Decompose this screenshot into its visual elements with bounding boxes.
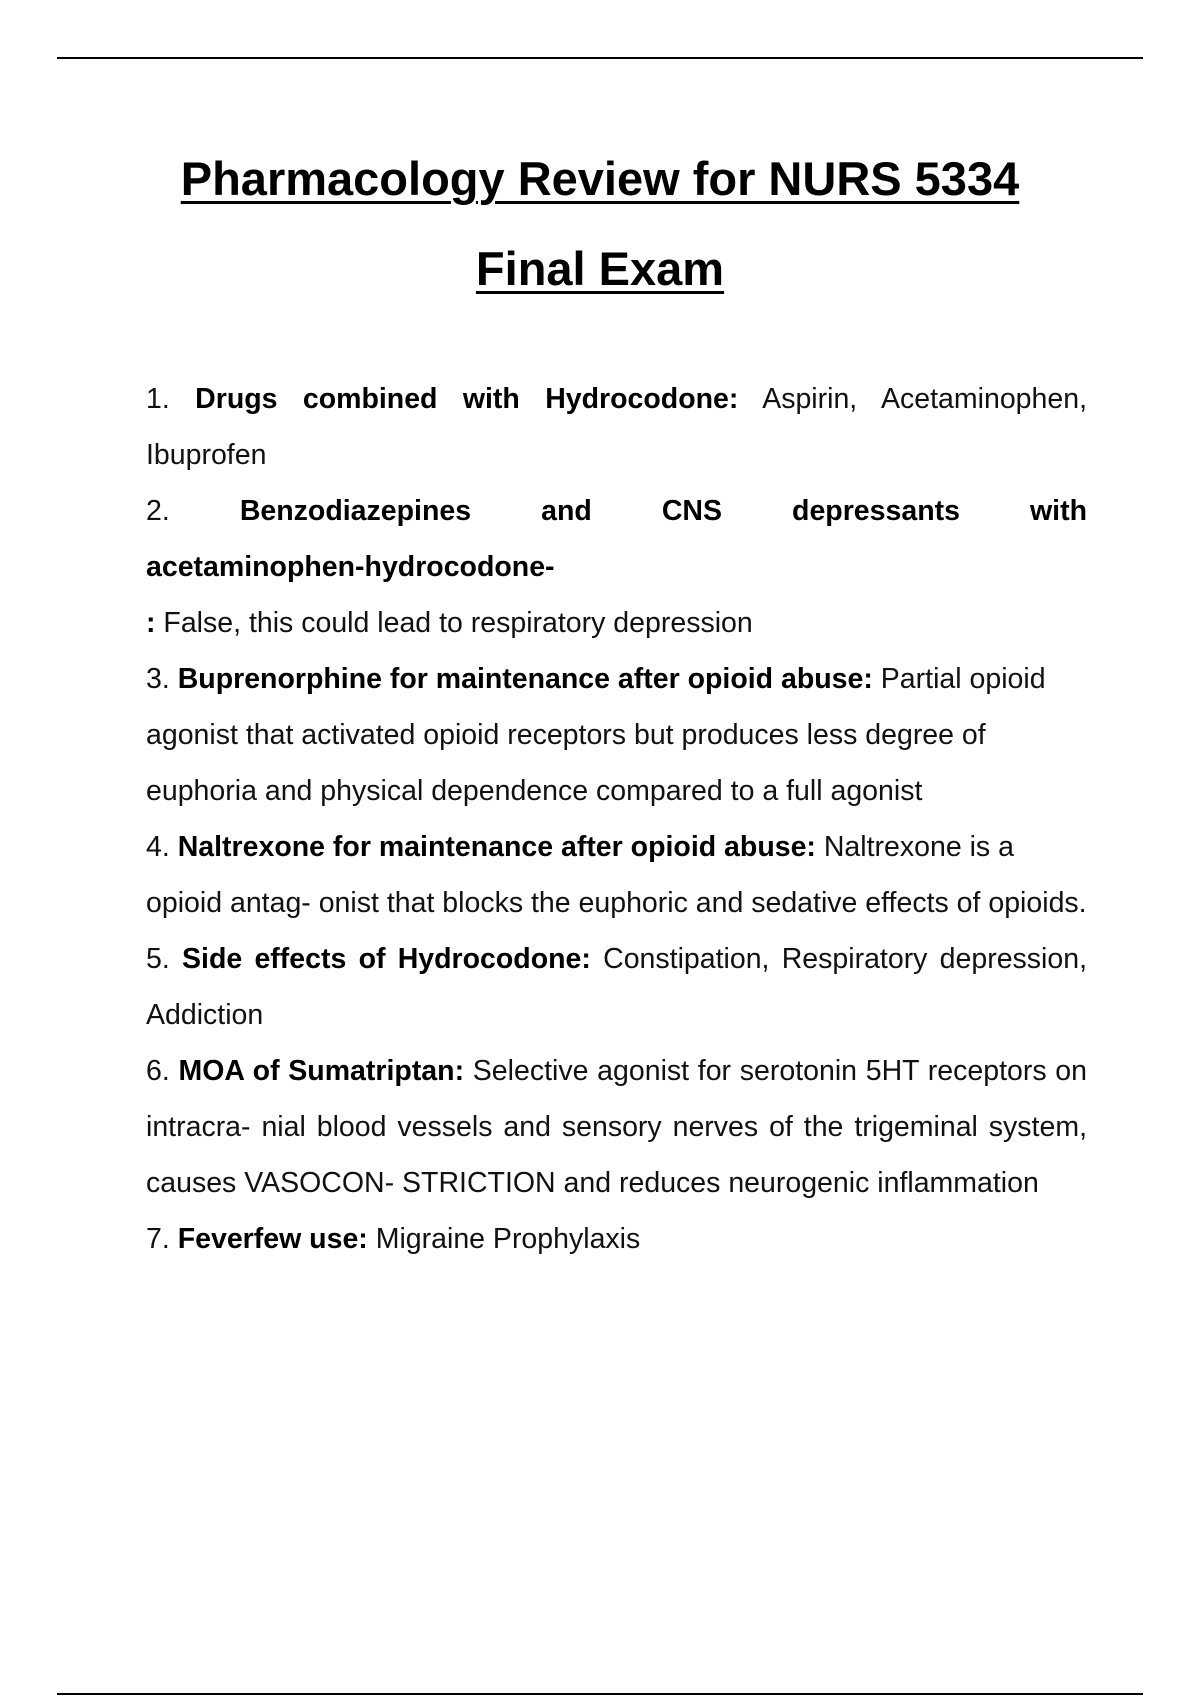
review-item-2-answer	[146, 595, 1087, 651]
item-term: Naltrexone for maintenance after opioid abuse:	[177, 831, 816, 863]
item-number: 3.	[146, 663, 170, 695]
review-item-7	[146, 1211, 1087, 1267]
item-answer: Naltrexone is a opioid antag- onist that blocks the euphoric and sedative effects of opioids.	[146, 831, 1087, 919]
page-title	[0, 134, 1200, 314]
item-term: Buprenorphine for maintenance after opioid abuse:	[177, 663, 873, 695]
item-term: Benzodiazepines and CNS depressants with	[239, 495, 1087, 527]
item-answer: Aspirin, Acetaminophen, Ibuprofen	[146, 383, 1087, 471]
item-number: 6.	[146, 1055, 170, 1087]
review-item-2-term-cont	[146, 539, 1087, 595]
title-line-1: Pharmacology Review for NURS 5334	[180, 152, 1020, 205]
item-term: MOA of Sumatriptan:	[178, 1055, 465, 1087]
item-term: Feverfew use:	[177, 1223, 368, 1255]
title-line-2: Final Exam	[475, 242, 725, 295]
item-number: 2.	[146, 495, 170, 527]
item-number: 4.	[146, 831, 170, 863]
review-item-1	[146, 371, 1087, 483]
item-term: Drugs combined with Hydrocodone:	[195, 383, 739, 415]
bottom-rule	[57, 1693, 1143, 1695]
item-number: 1.	[146, 383, 170, 415]
item-term: Side effects of Hydrocodone:	[182, 943, 591, 975]
item-answer: Selective agonist for serotonin 5HT receptors on intracra- nial blood vessels and sensory nerves of the trigeminal system, causes VASOCON- STRICTION and reduces neurogenic inflammation	[146, 1055, 1088, 1199]
item-answer: Migraine Prophylaxis	[375, 1223, 641, 1255]
item-term-continued: acetaminophen-hydrocodone-	[146, 551, 555, 583]
item-number: 5.	[146, 943, 170, 975]
review-list	[146, 371, 1087, 1267]
item-number: 7.	[146, 1223, 170, 1255]
item-answer: Partial opioid agonist that activated opioid receptors but produces less degree of euphoria and physical dependence compared to a full agonist	[146, 663, 1046, 807]
item-answer: False, this could lead to respiratory depression	[163, 607, 753, 639]
review-item-3	[146, 651, 1087, 819]
review-item-4	[146, 819, 1087, 931]
review-item-5	[146, 931, 1087, 1043]
item-colon: :	[146, 607, 156, 639]
review-item-6	[146, 1043, 1087, 1211]
top-rule	[57, 57, 1143, 59]
review-item-2-heading	[146, 483, 1087, 539]
item-answer: Constipation, Respiratory depression, Addiction	[146, 943, 1088, 1031]
